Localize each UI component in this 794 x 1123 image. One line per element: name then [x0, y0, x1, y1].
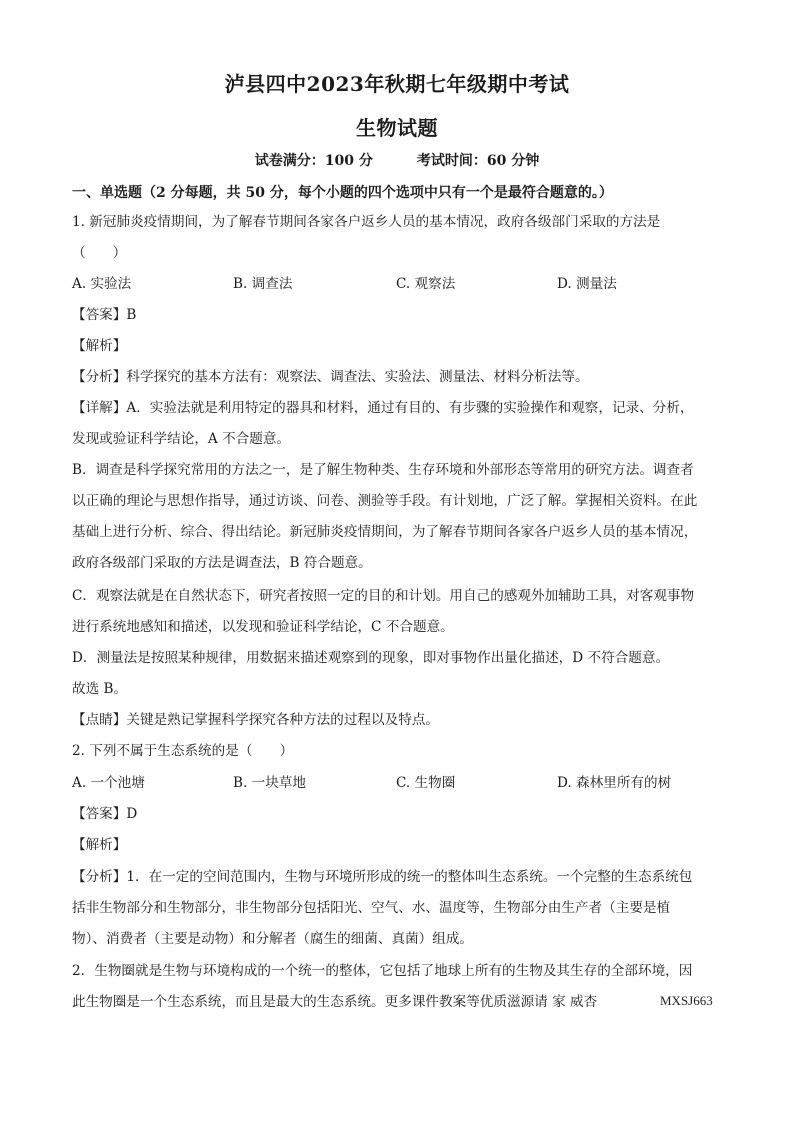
q1-option-a: A. 实验法 [72, 276, 132, 292]
q1-detail-line: 【详解】A．实验法就是利用特定的器具和材料，通过有目的、有步骤的实验操作和观察，记录、分析， [72, 400, 694, 416]
exam-title: 泸县四中2023年秋期七年级期中考试 [224, 72, 570, 96]
section-heading: 一、单选题（2 分每题，共 50 分，每个小题的四个选项中只有一个是最符合题意的。） [72, 185, 613, 201]
q2-fenxi-line: 物）、消费者（主要是动物）和分解者（腐生的细菌、真菌）组成。 [72, 931, 474, 947]
watermark-code: MXSJ663 [660, 993, 713, 1008]
q2-option-b: B. 一块草地 [233, 775, 307, 791]
q1-detail-line: 发现或验证科学结论，A 不合题意。 [72, 431, 291, 447]
q1-option-d: D. 测量法 [557, 276, 617, 292]
q1-fenxi: 【分析】科学探究的基本方法有：观察法、调查法、实验法、测量法、材料分析法等。 [72, 369, 589, 385]
exam-time: 考试时间：60 分钟 [416, 153, 540, 169]
exam-meta [0, 150, 794, 170]
full-score: 试卷满分：100 分 [254, 153, 373, 169]
q1-analysis-label: 【解析】 [72, 338, 127, 354]
q2-stem: 2. 下列不属于生态系统的是（ ） [72, 743, 294, 759]
q1-detail-line: B．调查是科学探究常用的方法之一，是了解生物种类、生存环境和外部形态等常用的研究方法。调查者 [72, 462, 694, 478]
q1-stem-line1: 1. 新冠肺炎疫情期间，为了解春节期间各家各户返乡人员的基本情况，政府各级部门采取的方法是 [72, 214, 661, 230]
q1-detail-line: 进行系统地感知和描述，以发现和验证科学结论，C 不合题意。 [72, 619, 454, 635]
q1-option-c: C. 观察法 [396, 276, 456, 292]
q1-option-b: B. 调查法 [233, 276, 293, 292]
q1-detail-line: D．测量法是按照某种规律，用数据来描述观察到的现象，即对事物作出量化描述，D 不符合题意。 [72, 650, 670, 666]
q2-option-d: D. 森林里所有的树 [557, 775, 672, 791]
q2-option-c: C. 生物圈 [396, 775, 456, 791]
q1-stem-line2: （ ） [72, 245, 127, 261]
q1-answer: 【答案】B [72, 307, 137, 323]
q1-detail-line: 故选 B。 [72, 681, 128, 697]
q2-fenxi-line: 【分析】1．在一定的空间范围内，生物与环境所形成的统一的整体叫生态系统。一个完整的生态系统包 [72, 869, 693, 885]
q1-detail-line: C．观察法就是在自然状态下，研究者按照一定的目的和计划。用自己的感观外加辅助工具，对客观事物 [72, 588, 695, 604]
exam-subtitle: 生物试题 [356, 116, 438, 140]
q1-detail-line: 基础上进行分析、综合、得出结论。新冠肺炎疫情期间，为了解春节期间各家各户返乡人员的基本情况， [72, 524, 698, 540]
q2-analysis-label: 【解析】 [72, 837, 127, 853]
q2-answer: 【答案】D [72, 806, 138, 822]
q1-detail-line: 以正确的理论与思想作指导，通过访谈、问卷、测验等手段。有计划地，广泛了解。掌握相关资料。在此 [72, 493, 698, 509]
q2-fenxi-line: 2．生物圈就是生物与环境构成的一个统一的整体，它包括了地球上所有的生物及其生存的全部环境，因 [72, 963, 693, 979]
q1-dianjing: 【点睛】关键是熟记掌握科学探究各种方法的过程以及特点。 [72, 712, 440, 728]
q2-option-a: A. 一个池塘 [72, 775, 145, 791]
q1-detail-line: 政府各级部门采取的方法是调查法，B 符合题意。 [72, 555, 372, 571]
q2-fenxi-line: 括非生物部分和生物部分，非生物部分包括阳光、空气、水、温度等，生物部分由生产者（主要是植 [72, 900, 671, 916]
q2-fenxi-line: 此生物圈是一个生态系统，而且是最大的生态系统。更多课件教案等优质滋源请 家 威杏 [72, 994, 598, 1010]
